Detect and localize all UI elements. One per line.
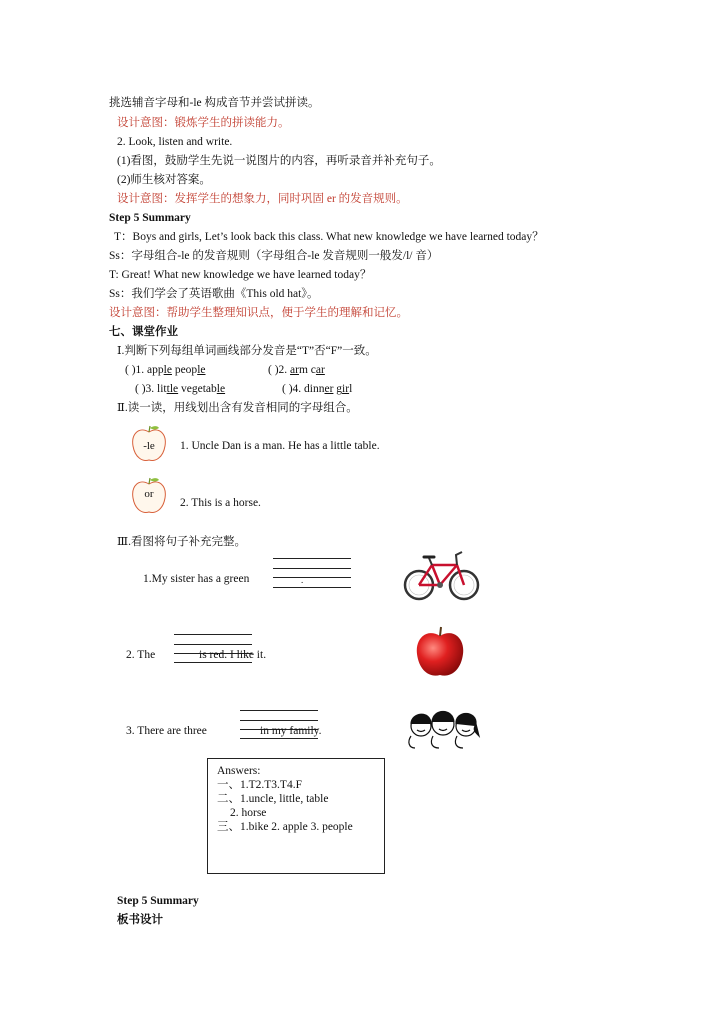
writing-line bbox=[273, 568, 351, 569]
dialogue-line-3: T: Great! What new knowledge we have learned today？ bbox=[109, 269, 372, 281]
homework-heading: 七、课堂作业 bbox=[109, 326, 178, 338]
part2-sentence-1: 1. Uncle Dan is a man. He has a little table. bbox=[180, 440, 380, 452]
dialogue-line-4: Ss：我们学会了英语歌曲《This old hat》。 bbox=[109, 288, 319, 300]
question-1: ( )1. apple people bbox=[125, 364, 206, 376]
design-intent-3: 设计意图：帮助学生整理知识点，便于学生的理解和记忆。 bbox=[109, 307, 408, 319]
writing-line bbox=[240, 710, 318, 711]
dialogue-line-2: Ss：字母组合-le 的发音规则（字母组合-le 发音规则一般发/l/ 音） bbox=[109, 250, 439, 262]
dialogue-line-1: T：Boys and girls, Let’s look back this class. What new knowledge we have learned today？ bbox=[114, 231, 544, 243]
red-apple-icon bbox=[413, 624, 467, 680]
part2-sentence-2: 2. This is a horse. bbox=[180, 497, 261, 509]
writing-line bbox=[240, 720, 318, 721]
activity-2-step-2: (2)师生核对答案。 bbox=[117, 174, 211, 186]
question-2: ( )2. arm car bbox=[268, 364, 325, 376]
answers-line-3: 2. horse bbox=[230, 807, 267, 819]
part1-instruction: Ⅰ.判断下列每组单词画线部分发音是“T”否“F”一致。 bbox=[117, 345, 377, 357]
answers-line-2: 二、1.uncle, little, table bbox=[217, 793, 329, 805]
apple-label-or: or bbox=[144, 488, 154, 500]
apple-icon bbox=[129, 424, 169, 460]
activity-2-step-1: (1)看图，鼓励学生先说一说图片的内容，再听录音并补充句子。 bbox=[117, 155, 441, 167]
part3-sentence-3-start: 3. There are three bbox=[126, 725, 207, 737]
answers-line-4: 三、1.bike 2. apple 3. people bbox=[217, 821, 353, 833]
writing-line bbox=[273, 558, 351, 559]
part3-sentence-2-start: 2. The bbox=[126, 649, 156, 661]
footer-step-heading: Step 5 Summary bbox=[117, 895, 199, 907]
part3-sentence-2-end: is red. I like it. bbox=[199, 649, 267, 661]
design-intent-1: 设计意图：锻炼学生的拼读能力。 bbox=[117, 117, 290, 129]
part3-sentence-1: 1.My sister has a green bbox=[143, 573, 250, 585]
part3-instruction: Ⅲ.看图将句子补充完整。 bbox=[117, 536, 246, 548]
question-4: ( )4. dinner girl bbox=[282, 383, 353, 395]
answers-title: Answers: bbox=[217, 765, 261, 777]
writing-line bbox=[273, 587, 351, 588]
sentence-1-period: . bbox=[301, 575, 304, 585]
part2-instruction: Ⅱ.读一读，用线划出含有发音相同的字母组合。 bbox=[117, 402, 358, 414]
bike-icon bbox=[402, 545, 482, 605]
apple-icon bbox=[129, 476, 169, 512]
question-3: ( )3. little vegetable bbox=[135, 383, 226, 395]
family-icon bbox=[403, 702, 487, 750]
writing-line bbox=[174, 662, 252, 663]
part3-sentence-3-end: in my family. bbox=[260, 725, 322, 737]
writing-line bbox=[174, 644, 252, 645]
answers-line-1: 一、1.T2.T3.T4.F bbox=[217, 779, 302, 791]
activity-2-title: 2. Look, listen and write. bbox=[117, 136, 233, 148]
step5-heading: Step 5 Summary bbox=[109, 212, 191, 224]
writing-line bbox=[174, 634, 252, 635]
board-design-heading: 板书设计 bbox=[117, 914, 163, 926]
design-intent-2: 设计意图：发挥学生的想象力，同时巩固 er 的发音规则。 bbox=[117, 193, 408, 205]
answers-box bbox=[207, 758, 385, 874]
intro-line: 挑选辅音字母和-le 构成音节并尝试拼读。 bbox=[109, 97, 320, 109]
writing-line bbox=[240, 738, 318, 739]
apple-label-le: -le bbox=[143, 440, 155, 452]
writing-line bbox=[273, 577, 351, 578]
